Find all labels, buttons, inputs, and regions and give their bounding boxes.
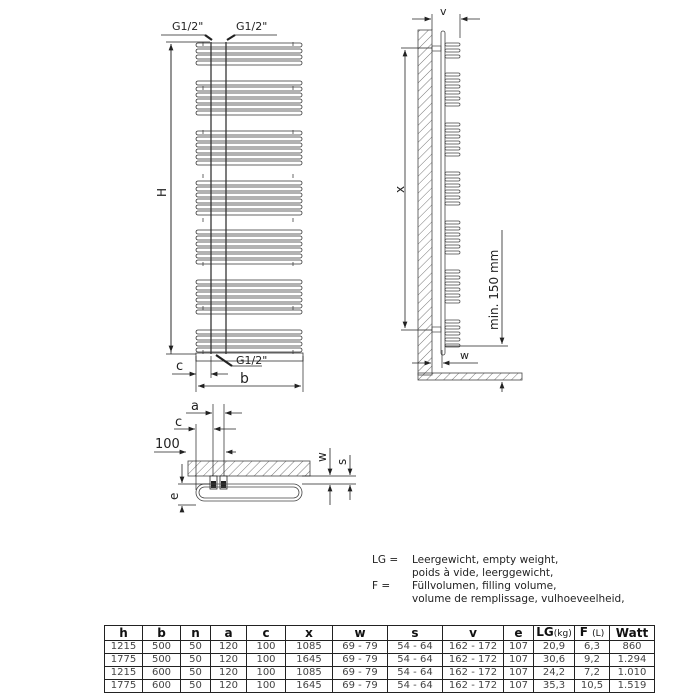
legend-line: Füllvolumen, filling volume,: [412, 580, 557, 592]
col-header-b: b: [143, 626, 181, 641]
dim-w-label: w: [460, 349, 469, 362]
cell-watt: 1.519: [610, 680, 655, 693]
col-header-x: x: [286, 626, 333, 641]
table-row: [105, 667, 655, 680]
connection-bottom-label: G1/2": [236, 354, 268, 367]
dim-c-label: c: [176, 359, 184, 374]
legend-key: F =: [372, 580, 391, 592]
cell-a: 120: [211, 641, 247, 654]
cell-x: 1085: [286, 667, 333, 680]
col-header-v: v: [443, 626, 504, 641]
cell-v: 162 - 172: [443, 654, 504, 667]
cell-e: 107: [504, 641, 534, 654]
connection-top-right-label: G1/2": [236, 20, 268, 33]
min-clearance-label: min. 150 mm: [487, 249, 501, 330]
col-header-a: a: [211, 626, 247, 641]
cell-f: 7,2: [575, 667, 610, 680]
cell-n: 50: [181, 680, 211, 693]
cell-e: 107: [504, 667, 534, 680]
cell-w: 69 - 79: [333, 680, 388, 693]
table-header-row: [105, 626, 655, 641]
legend: [366, 554, 625, 606]
cell-b: 600: [143, 680, 181, 693]
col-header-w: w: [333, 626, 388, 641]
cell-x: 1085: [286, 641, 333, 654]
cell-s: 54 - 64: [388, 641, 443, 654]
cell-v: 162 - 172: [443, 680, 504, 693]
cell-v: 162 - 172: [443, 667, 504, 680]
table-row: [105, 654, 655, 667]
cell-h: 1215: [105, 667, 143, 680]
dim-height-label: H: [155, 187, 169, 197]
col-header-e: e: [504, 626, 534, 641]
top-dim-a-label: a: [191, 399, 199, 414]
col-header-n: n: [181, 626, 211, 641]
top-view: [154, 399, 356, 512]
col-header-f: F (L): [575, 626, 610, 641]
cell-e: 107: [504, 680, 534, 693]
legend-line: poids à vide, leerggewicht,: [412, 567, 554, 579]
cell-s: 54 - 64: [388, 667, 443, 680]
legend-item-lg: [366, 554, 625, 580]
cell-c: 100: [247, 641, 286, 654]
cell-w: 69 - 79: [333, 654, 388, 667]
col-header-watt: Watt: [610, 626, 655, 641]
top-dim-w-label: w: [315, 452, 329, 462]
col-header-lg: LG(kg): [534, 626, 575, 641]
cell-lg: 35,3: [534, 680, 575, 693]
legend-key: LG =: [372, 554, 399, 566]
top-dim-s-label: s: [335, 458, 349, 465]
cell-c: 100: [247, 667, 286, 680]
cell-h: 1775: [105, 654, 143, 667]
top-dim-100-label: 100: [155, 437, 180, 452]
cell-lg: 20,9: [534, 641, 575, 654]
cell-c: 100: [247, 654, 286, 667]
legend-item-f: [366, 580, 625, 606]
cell-n: 50: [181, 654, 211, 667]
table-row: [105, 641, 655, 654]
cell-a: 120: [211, 654, 247, 667]
dim-x-label: x: [393, 185, 407, 193]
cell-watt: 1.010: [610, 667, 655, 680]
cell-f: 6,3: [575, 641, 610, 654]
front-view: [155, 20, 303, 392]
col-header-h: h: [105, 626, 143, 641]
dim-v-label: v: [440, 5, 447, 18]
table-row: [105, 680, 655, 693]
top-dim-c-label: c: [175, 415, 183, 430]
cell-w: 69 - 79: [333, 667, 388, 680]
cell-b: 600: [143, 667, 181, 680]
cell-f: 10,5: [575, 680, 610, 693]
dim-width-label: b: [240, 371, 249, 387]
cell-a: 120: [211, 667, 247, 680]
cell-f: 9,2: [575, 654, 610, 667]
cell-c: 100: [247, 680, 286, 693]
cell-h: 1775: [105, 680, 143, 693]
col-header-s: s: [388, 626, 443, 641]
cell-h: 1215: [105, 641, 143, 654]
cell-n: 50: [181, 667, 211, 680]
cell-x: 1645: [286, 680, 333, 693]
cell-watt: 1.294: [610, 654, 655, 667]
col-header-c: c: [247, 626, 286, 641]
legend-line: Leergewicht, empty weight,: [412, 554, 559, 566]
cell-n: 50: [181, 641, 211, 654]
cell-b: 500: [143, 654, 181, 667]
cell-x: 1645: [286, 654, 333, 667]
top-dim-e-label: e: [167, 492, 181, 500]
cell-s: 54 - 64: [388, 680, 443, 693]
legend-line: volume de remplissage, vulhoeveelheid,: [412, 593, 625, 605]
cell-lg: 24,2: [534, 667, 575, 680]
side-view: [393, 5, 522, 392]
cell-v: 162 - 172: [443, 641, 504, 654]
cell-b: 500: [143, 641, 181, 654]
cell-e: 107: [504, 654, 534, 667]
cell-w: 69 - 79: [333, 641, 388, 654]
specification-table: [104, 625, 655, 693]
cell-s: 54 - 64: [388, 654, 443, 667]
cell-lg: 30,6: [534, 654, 575, 667]
connection-top-left-label: G1/2": [172, 20, 204, 33]
cell-a: 120: [211, 680, 247, 693]
cell-watt: 860: [610, 641, 655, 654]
